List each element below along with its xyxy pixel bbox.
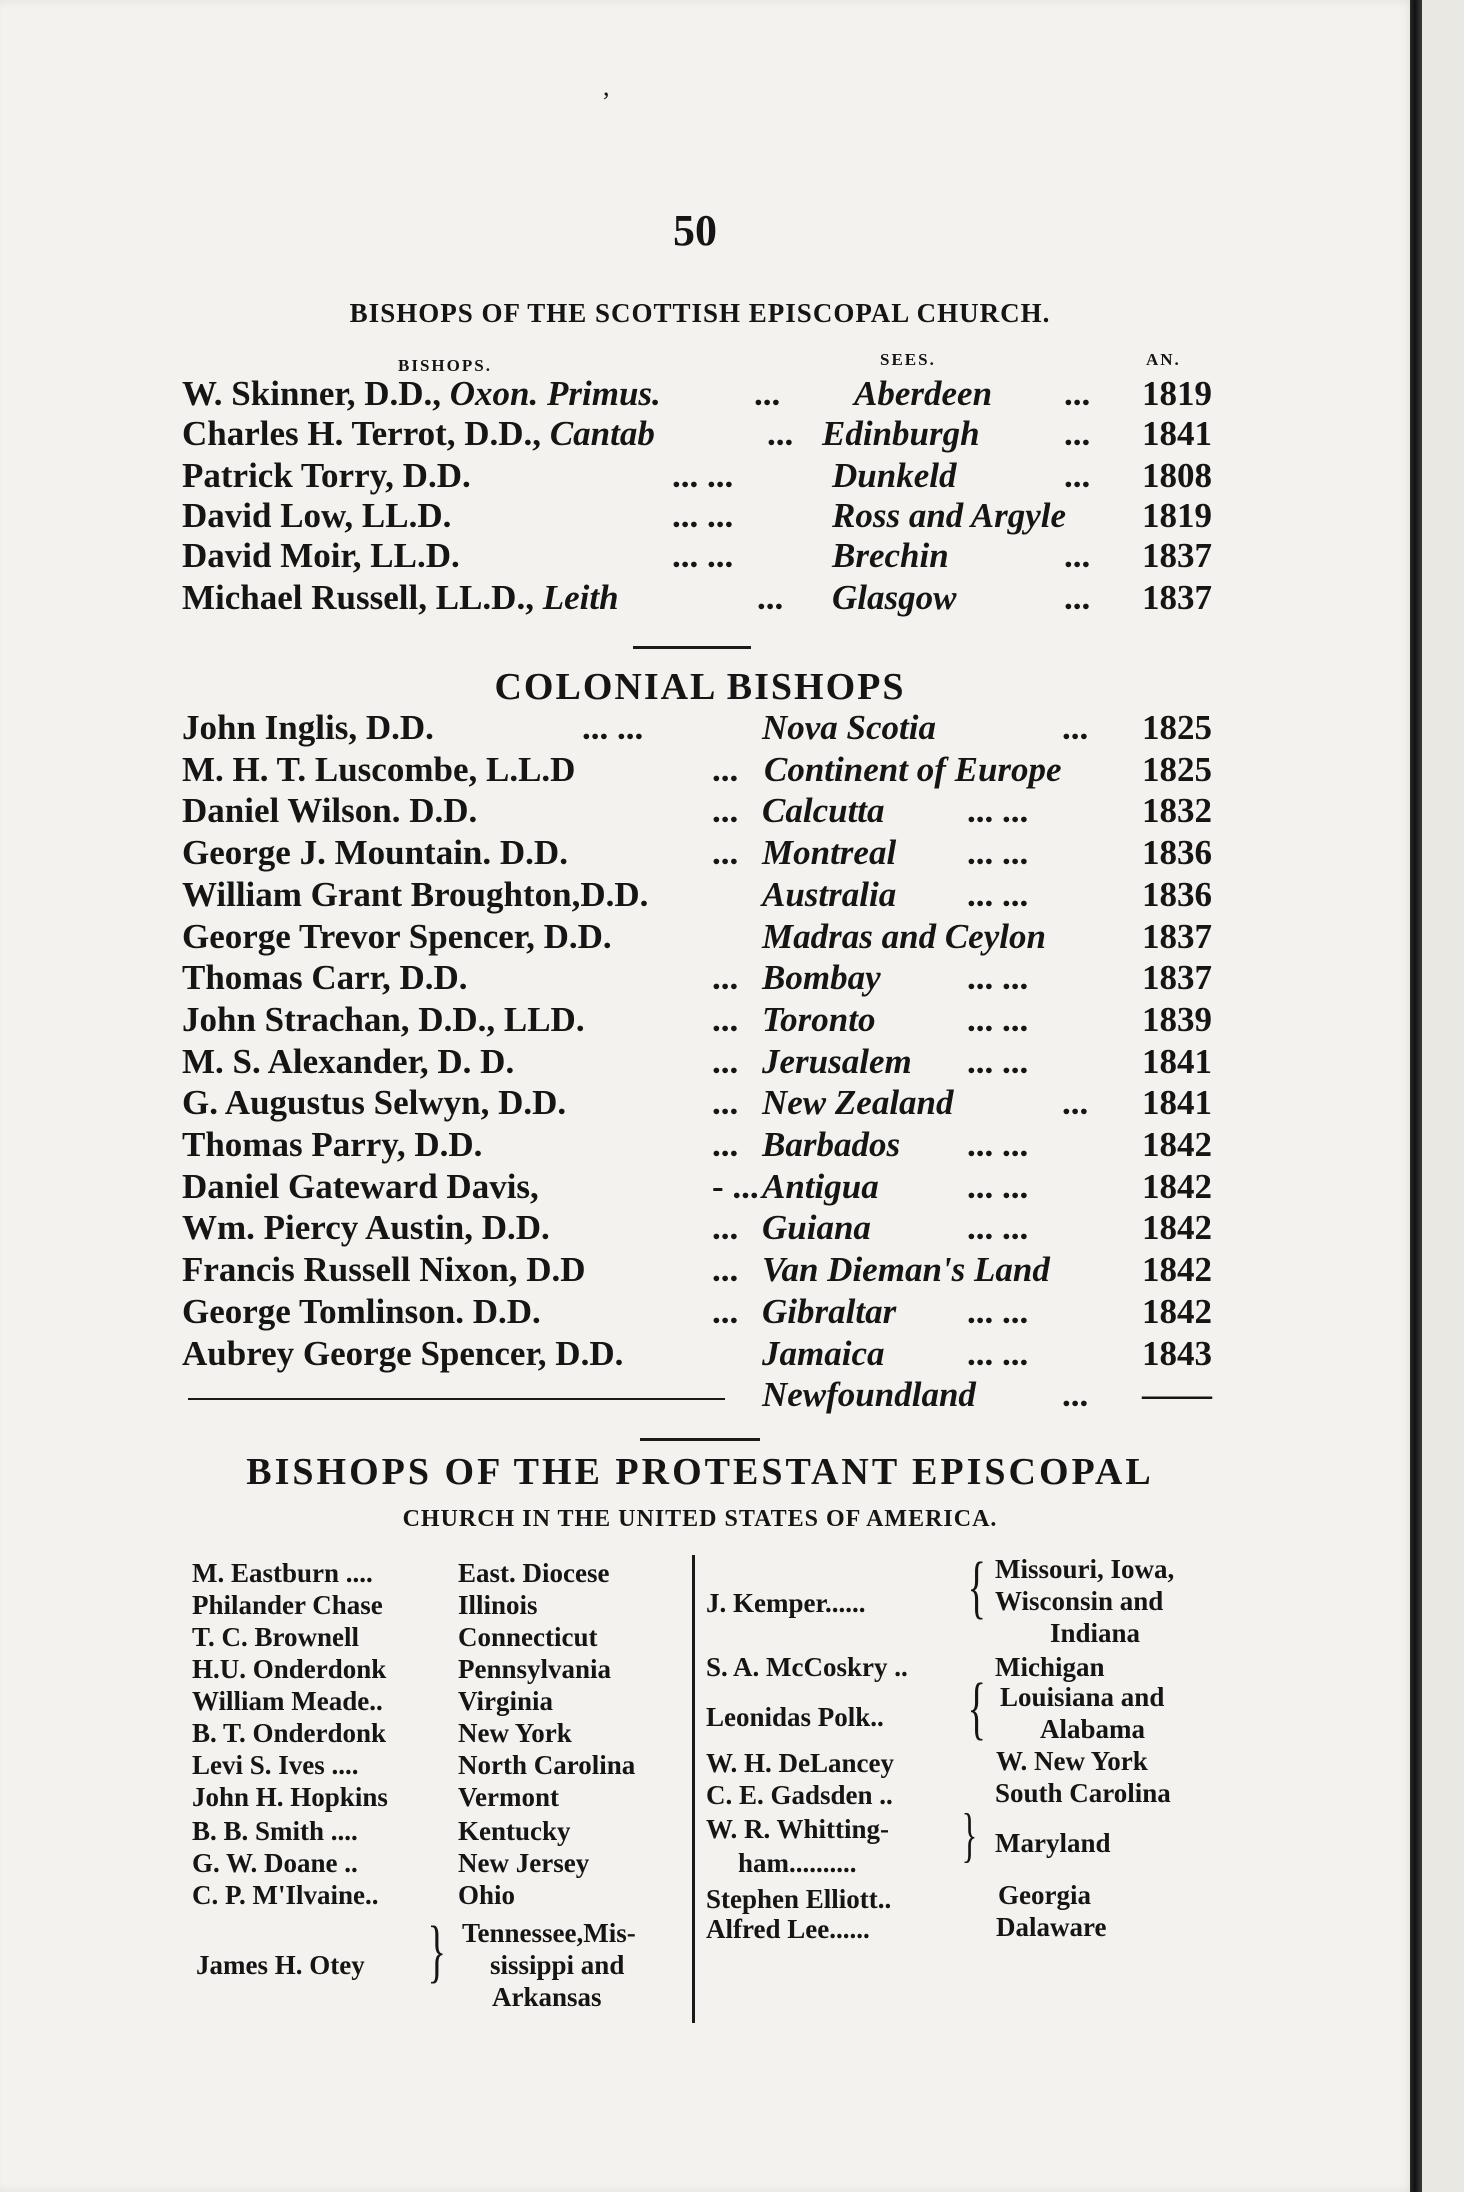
leader-dots: ... — [1064, 414, 1091, 453]
leader-dots: ... ... — [967, 833, 1029, 872]
bishop-name-italic: Oxon. Primus. — [449, 374, 661, 413]
leader-dots: ... ... — [672, 496, 734, 535]
us-bishop-see: East. Diocese — [458, 1558, 610, 1588]
year: 1839 — [1142, 1000, 1212, 1039]
year: 1843 — [1142, 1334, 1212, 1373]
see-name: Barbados — [762, 1125, 901, 1164]
see-name: Toronto — [762, 1000, 876, 1039]
scottish-row — [182, 414, 1212, 456]
col-bishops: BISHOPS. — [398, 356, 492, 375]
col-an: AN. — [1146, 350, 1181, 369]
leader-dots: ... — [712, 1000, 739, 1039]
brace: } — [427, 1913, 447, 1990]
us-bishop-name: Levi S. Ives .... — [192, 1750, 359, 1780]
bishop-name: William Grant Broughton,D.D. — [182, 875, 649, 914]
year: —— — [1142, 1375, 1212, 1414]
otey-see-3: Arkansas — [492, 1982, 602, 2012]
leader-dots: ... — [712, 1208, 739, 1247]
colonial-row — [182, 875, 1212, 917]
see-name: Antigua — [762, 1167, 879, 1206]
colonial-row — [182, 1083, 1212, 1125]
year: 1819 — [1142, 374, 1212, 413]
brace: { — [967, 1670, 987, 1747]
colonial-row — [182, 1042, 1212, 1084]
kemper-name: J. Kemper...... — [706, 1588, 866, 1618]
year: 1837 — [1142, 578, 1212, 617]
see-name: Australia — [762, 875, 897, 914]
leader-dots: ... ... — [967, 1125, 1029, 1164]
year: 1842 — [1142, 1250, 1212, 1289]
year: 1825 — [1142, 708, 1212, 747]
leader-dots: ... — [1062, 708, 1089, 747]
see-name: Continent of Europe — [764, 750, 1062, 789]
bishop-name: John Inglis, D.D. — [182, 708, 434, 747]
scottish-title: BISHOPS OF THE SCOTTISH EPISCOPAL CHURCH. — [349, 298, 1051, 328]
leader-dots: ... ... — [967, 1208, 1029, 1247]
leader-dots: ... — [712, 791, 739, 830]
otey-see-1: Tennessee,Mis- — [462, 1918, 636, 1948]
leader-dots: ... — [767, 414, 794, 453]
year: 1836 — [1142, 833, 1212, 872]
see-name: Newfoundland — [762, 1375, 976, 1414]
year: 1808 — [1142, 456, 1212, 495]
us-bishop-name: M. Eastburn .... — [192, 1558, 373, 1588]
colonial-row — [182, 1375, 1212, 1417]
year: 1832 — [1142, 791, 1212, 830]
colonial-row — [182, 791, 1212, 833]
see-name: Nova Scotia — [762, 708, 937, 747]
see-name: Calcutta — [762, 791, 885, 830]
polk-see-1: Louisiana and — [1000, 1682, 1165, 1712]
bishop-name: Francis Russell Nixon, D.D — [182, 1250, 586, 1289]
year: 1841 — [1142, 414, 1212, 453]
bishop-name: Daniel Gateward Davis, — [182, 1167, 539, 1206]
scottish-row — [182, 536, 1212, 578]
leader-dots: ... — [712, 958, 739, 997]
colonial-row — [182, 1250, 1212, 1292]
bishop-name: Aubrey George Spencer, D.D. — [182, 1334, 624, 1373]
us-bishop-see: Connecticut — [458, 1622, 598, 1652]
see-name: Bombay — [762, 958, 881, 997]
year: 1841 — [1142, 1083, 1212, 1122]
year: 1842 — [1142, 1125, 1212, 1164]
colonial-row — [182, 1000, 1212, 1042]
leader-dots: ... — [1064, 578, 1091, 617]
page-edge — [1410, 0, 1422, 2192]
delancey-see: W. New York — [996, 1746, 1148, 1776]
see-name: Dunkeld — [832, 456, 957, 495]
polk-see-2: Alabama — [1040, 1714, 1146, 1744]
kemper-see-2: Wisconsin and — [995, 1586, 1164, 1616]
colonial-row — [182, 958, 1212, 1000]
see-name: Jamaica — [762, 1334, 885, 1373]
bishop-name: Patrick Torry, D.D. — [182, 456, 471, 495]
year: 1836 — [1142, 875, 1212, 914]
bishop-name: Wm. Piercy Austin, D.D. — [182, 1208, 550, 1247]
bishop-name: M. S. Alexander, D. D. — [182, 1042, 515, 1081]
otey-see-2: sissippi and — [490, 1950, 625, 1980]
bishop-name: Charles H. Terrot, D.D., Cantab — [182, 414, 655, 453]
leader-dots: ... ... — [672, 456, 734, 495]
bishop-name: G. Augustus Selwyn, D.D. — [182, 1083, 567, 1122]
bishop-name: George Tomlinson. D.D. — [182, 1292, 541, 1331]
scottish-row — [182, 578, 1212, 620]
colonial-row — [182, 917, 1212, 959]
us-bishop-name: B. B. Smith .... — [192, 1816, 358, 1846]
bishop-name-italic: Leith — [542, 578, 619, 617]
kemper-see-1: Missouri, Iowa, — [995, 1554, 1175, 1584]
year: 1837 — [1142, 958, 1212, 997]
leader-dots: ... ... — [967, 875, 1029, 914]
colonial-row — [182, 750, 1212, 792]
whitt-name-1: W. R. Whitting- — [706, 1814, 890, 1844]
colonial-title: COLONIAL BISHOPS — [494, 666, 906, 708]
leader-dots: ... — [712, 1042, 739, 1081]
leader-dots: ... ... — [967, 958, 1029, 997]
see-name: Van Dieman's Land — [762, 1250, 1050, 1289]
polk-name: Leonidas Polk.. — [706, 1702, 884, 1732]
bishop-name: John Strachan, D.D., LLD. — [182, 1000, 585, 1039]
us-bishop-see: Virginia — [458, 1686, 554, 1716]
page-number: 50 — [673, 206, 717, 255]
see-name: Montreal — [762, 833, 897, 872]
see-name: Brechin — [832, 536, 949, 575]
leader-dots: ... ... — [582, 708, 644, 747]
otey-name: James H. Otey — [196, 1950, 365, 1980]
us-bishop-name: John H. Hopkins — [192, 1782, 388, 1812]
elliott-see: Georgia — [998, 1880, 1091, 1910]
leader-dots: ... ... — [967, 1042, 1029, 1081]
us-bishop-name: B. T. Onderdonk — [192, 1718, 387, 1748]
leader-dots: ... — [712, 833, 739, 872]
section-rule — [633, 646, 751, 649]
bishop-name: Michael Russell, LL.D., Leith — [182, 578, 619, 617]
us-bishop-see: New York — [458, 1718, 572, 1748]
us-bishop-see: Kentucky — [458, 1816, 571, 1846]
leader-dots: ... — [1064, 374, 1091, 413]
whitt-name-2: ham.......... — [738, 1848, 857, 1878]
leader-dots: ... ... — [967, 791, 1029, 830]
see-name: Glasgow — [832, 578, 957, 617]
colonial-row — [182, 833, 1212, 875]
see-name: Jerusalem — [762, 1042, 912, 1081]
us-bishop-see: Ohio — [458, 1880, 516, 1910]
bishop-name: David Moir, LL.D. — [182, 536, 460, 575]
leader-dots: ... ... — [967, 1000, 1029, 1039]
us-bishop-see: New Jersey — [458, 1848, 590, 1878]
year: 1842 — [1142, 1208, 1212, 1247]
us-bishop-name: G. W. Doane .. — [192, 1848, 358, 1878]
delancey-name: W. H. DeLancey — [706, 1748, 894, 1778]
ink-mark: , — [603, 72, 610, 101]
kemper-see-3: Indiana — [1050, 1618, 1141, 1648]
bishop-name: George J. Mountain. D.D. — [182, 833, 568, 872]
bishop-name: Daniel Wilson. D.D. — [182, 791, 478, 830]
us-subtitle: CHURCH IN THE UNITED STATES OF AMERICA. — [402, 1506, 998, 1532]
brace: } — [961, 1802, 978, 1868]
leader-dots: ... ... — [967, 1334, 1029, 1373]
leader-dots: ... — [712, 1083, 739, 1122]
column-divider — [692, 1555, 695, 2023]
us-bishop-see: Pennsylvania — [458, 1654, 612, 1684]
colonial-row — [182, 708, 1212, 750]
us-bishop-see: North Carolina — [458, 1750, 636, 1780]
scottish-row — [182, 456, 1212, 498]
colonial-row — [182, 1292, 1212, 1334]
scottish-row — [182, 496, 1212, 538]
gadsden-name: C. E. Gadsden .. — [706, 1780, 893, 1810]
bishop-name: David Low, LL.D. — [182, 496, 452, 535]
us-bishop-see: Vermont — [458, 1782, 559, 1812]
whitt-see: Maryland — [995, 1828, 1111, 1858]
colonial-row — [182, 1208, 1212, 1250]
leader-dots: ... — [1064, 536, 1091, 575]
lee-name: Alfred Lee...... — [706, 1914, 870, 1944]
year: 1837 — [1142, 917, 1212, 956]
leader-dots: ... — [757, 578, 784, 617]
bishop-name-italic: Cantab — [549, 414, 655, 453]
bishop-name: George Trevor Spencer, D.D. — [182, 917, 612, 956]
leader-dots: ... — [712, 1125, 739, 1164]
leader-dots: ... ... — [967, 1167, 1029, 1206]
year: 1837 — [1142, 536, 1212, 575]
blank-name-rule — [188, 1398, 725, 1400]
leader-dots: ... — [1064, 456, 1091, 495]
leader-dots: ... — [712, 1292, 739, 1331]
leader-dots: ... ... — [672, 536, 734, 575]
bishop-name: Thomas Carr, D.D. — [182, 958, 468, 997]
mccoskry-name: S. A. McCoskry .. — [706, 1652, 908, 1682]
leader-dots: ... — [712, 1250, 739, 1289]
bishop-name: M. H. T. Luscombe, L.L.D — [182, 750, 576, 789]
colonial-row — [182, 1125, 1212, 1167]
leader-dots: ... — [754, 374, 781, 413]
leader-dots: ... — [1062, 1083, 1089, 1122]
bishop-name: W. Skinner, D.D., Oxon. Primus. — [182, 374, 661, 413]
see-name: Ross and Argyle — [832, 496, 1067, 535]
see-name: New Zealand — [762, 1083, 954, 1122]
year: 1825 — [1142, 750, 1212, 789]
leader-dots: ... ... — [967, 1292, 1029, 1331]
us-bishop-name: H.U. Onderdonk — [192, 1654, 387, 1684]
scottish-row — [182, 374, 1212, 416]
section-rule-2 — [640, 1438, 760, 1441]
col-sees: SEES. — [880, 350, 936, 369]
elliott-name: Stephen Elliott.. — [706, 1884, 892, 1914]
leader-dots: - ... — [712, 1167, 759, 1206]
colonial-row — [182, 1167, 1212, 1209]
brace: { — [967, 1549, 987, 1626]
year: 1842 — [1142, 1167, 1212, 1206]
us-bishop-name: T. C. Brownell — [192, 1622, 360, 1652]
year: 1841 — [1142, 1042, 1212, 1081]
lee-see: Dalaware — [996, 1912, 1107, 1942]
mccoskry-see: Michigan — [995, 1652, 1105, 1682]
see-name: Edinburgh — [822, 414, 980, 453]
us-bishop-name: C. P. M'Ilvaine.. — [192, 1880, 379, 1910]
year: 1819 — [1142, 496, 1212, 535]
see-name: Aberdeen — [854, 374, 993, 413]
year: 1842 — [1142, 1292, 1212, 1331]
bishop-name: Thomas Parry, D.D. — [182, 1125, 483, 1164]
gadsden-see: South Carolina — [995, 1778, 1171, 1808]
leader-dots: ... — [1062, 1375, 1089, 1414]
colonial-row — [182, 1334, 1212, 1376]
adjacent-page — [1422, 0, 1464, 2192]
us-bishop-name: William Meade.. — [192, 1686, 383, 1716]
us-title: BISHOPS OF THE PROTESTANT EPISCOPAL — [246, 1451, 1154, 1493]
us-bishop-name: Philander Chase — [192, 1590, 383, 1620]
see-name: Guiana — [762, 1208, 871, 1247]
see-name: Madras and Ceylon — [762, 917, 1046, 956]
see-name: Gibraltar — [762, 1292, 897, 1331]
us-bishop-see: Illinois — [458, 1590, 538, 1620]
leader-dots: ... — [712, 750, 739, 789]
